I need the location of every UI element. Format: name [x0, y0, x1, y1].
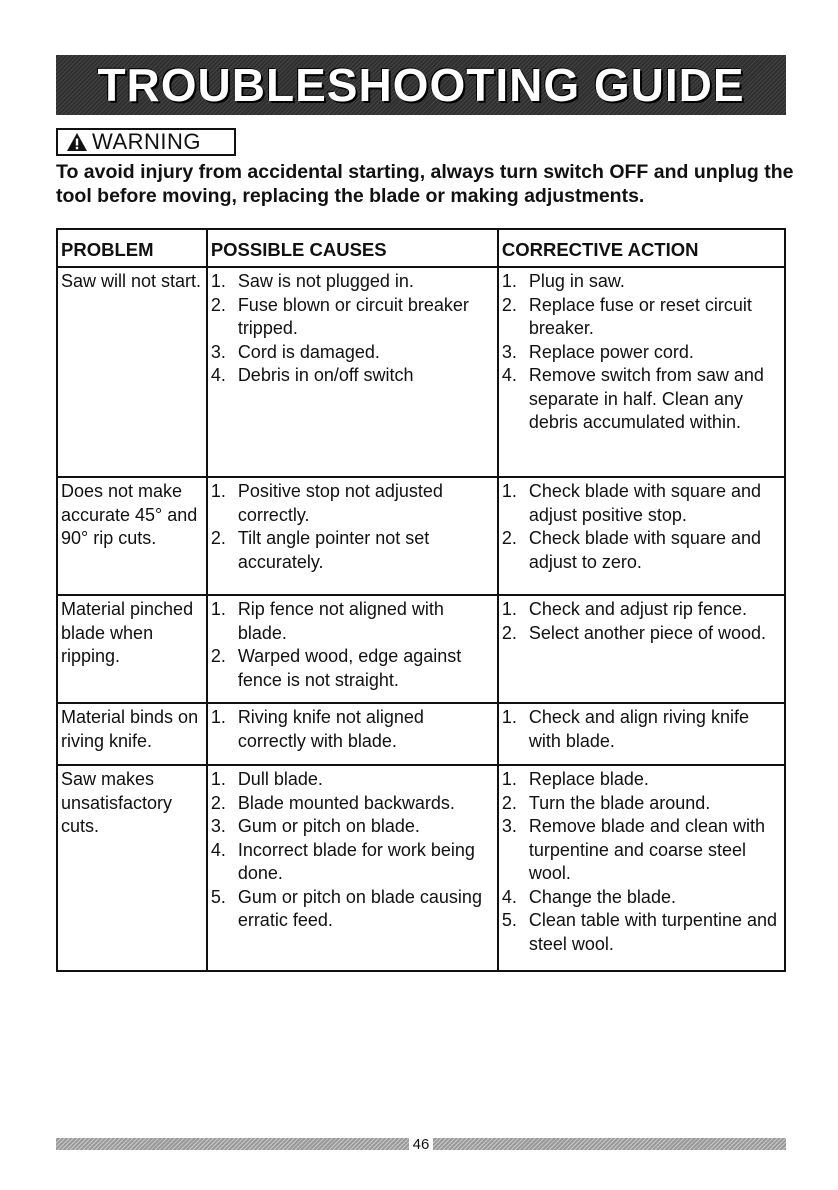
cause-item: 2. Fuse blown or circuit breaker tripped. [210, 294, 469, 338]
header-problem: PROBLEM [57, 229, 207, 267]
cause-item: 1. Positive stop not adjusted correctly. [210, 481, 443, 525]
warning-label-box [56, 128, 236, 156]
page-title-banner [56, 55, 786, 115]
problem-cell: Material binds on riving knife. [57, 703, 207, 765]
action-item: 1. Check blade with square and adjust positive stop. [501, 481, 761, 525]
cause-item: 2. Warped wood, edge against fence is not straight. [210, 646, 462, 690]
action-item: 2. Select another piece of wood. [501, 622, 766, 643]
problem-cell: Saw makes unsatisfactory cuts. [57, 765, 207, 971]
cause-item: 1. Riving knife not aligned correctly with blade. [210, 707, 424, 751]
cause-item: 4. Debris in on/off switch [210, 365, 414, 385]
actions-cell [498, 477, 785, 595]
actions-cell [498, 595, 785, 703]
footer-bar-left [56, 1138, 409, 1150]
footer-bar-right [433, 1138, 786, 1150]
cause-item: 1. Rip fence not aligned with blade. [210, 599, 444, 643]
cause-item: 5. Gum or pitch on blade causing erratic feed. [210, 886, 482, 930]
action-item: 4. Remove switch from saw and separate in half. Clean any debris accumulated within. [501, 365, 764, 432]
warning-triangle-icon [66, 132, 88, 152]
table-row [57, 765, 785, 971]
causes-cell [207, 595, 498, 703]
actions-cell [498, 765, 785, 971]
actions-cell [498, 703, 785, 765]
cause-item: 3. Cord is damaged. [210, 341, 380, 362]
problem-cell: Does not make accurate 45° and 90° rip cuts. [57, 477, 207, 595]
causes-cell [207, 765, 498, 971]
page-footer [56, 1136, 786, 1152]
causes-cell [207, 703, 498, 765]
header-possible-causes: POSSIBLE CAUSES [207, 229, 498, 267]
cause-item: 1. Saw is not plugged in. [210, 271, 414, 291]
actions-cell [498, 267, 785, 477]
causes-cell [207, 267, 498, 477]
action-item: 4. Change the blade. [501, 886, 676, 907]
cause-item: 3. Gum or pitch on blade. [210, 816, 420, 836]
action-item: 3. Replace power cord. [501, 341, 694, 362]
cause-item: 4. Incorrect blade for work being done. [210, 839, 475, 883]
action-item: 2. Replace fuse or reset circuit breaker. [501, 294, 752, 338]
action-item: 3. Remove blade and clean with turpentine and coarse steel wool. [501, 816, 765, 883]
cause-item: 1. Dull blade. [210, 769, 323, 789]
table-row [57, 477, 785, 595]
table-row [57, 703, 785, 765]
cause-item: 2. Blade mounted backwards. [210, 792, 455, 813]
table-row [57, 595, 785, 703]
header-corrective-action: CORRECTIVE ACTION [498, 229, 785, 267]
warning-text: To avoid injury from accidental starting, always turn switch OFF and unplug the tool before moving, replacing the blade or making adjustments. [56, 161, 794, 207]
page-number: 46 [412, 1135, 430, 1153]
action-item: 1. Check and align riving knife with blade. [501, 707, 749, 751]
action-item: 1. Plug in saw. [501, 271, 625, 291]
problem-cell: Material pinched blade when ripping. [57, 595, 207, 703]
action-item: 1. Check and adjust rip fence. [501, 599, 747, 619]
problem-cell: Saw will not start. [57, 267, 207, 477]
action-item: 2. Turn the blade around. [501, 792, 711, 813]
action-item: 5. Clean table with turpentine and steel wool. [501, 910, 778, 954]
page-title: TROUBLESHOOTING GUIDE [97, 59, 745, 111]
table-row [57, 267, 785, 477]
action-item: 2. Check blade with square and adjust to zero. [501, 528, 761, 572]
warning-label: WARNING [92, 129, 202, 154]
troubleshooting-table [56, 228, 786, 972]
action-item: 1. Replace blade. [501, 769, 649, 789]
causes-cell [207, 477, 498, 595]
cause-item: 2. Tilt angle pointer not set accurately. [210, 528, 430, 572]
table-header-row [57, 229, 785, 267]
